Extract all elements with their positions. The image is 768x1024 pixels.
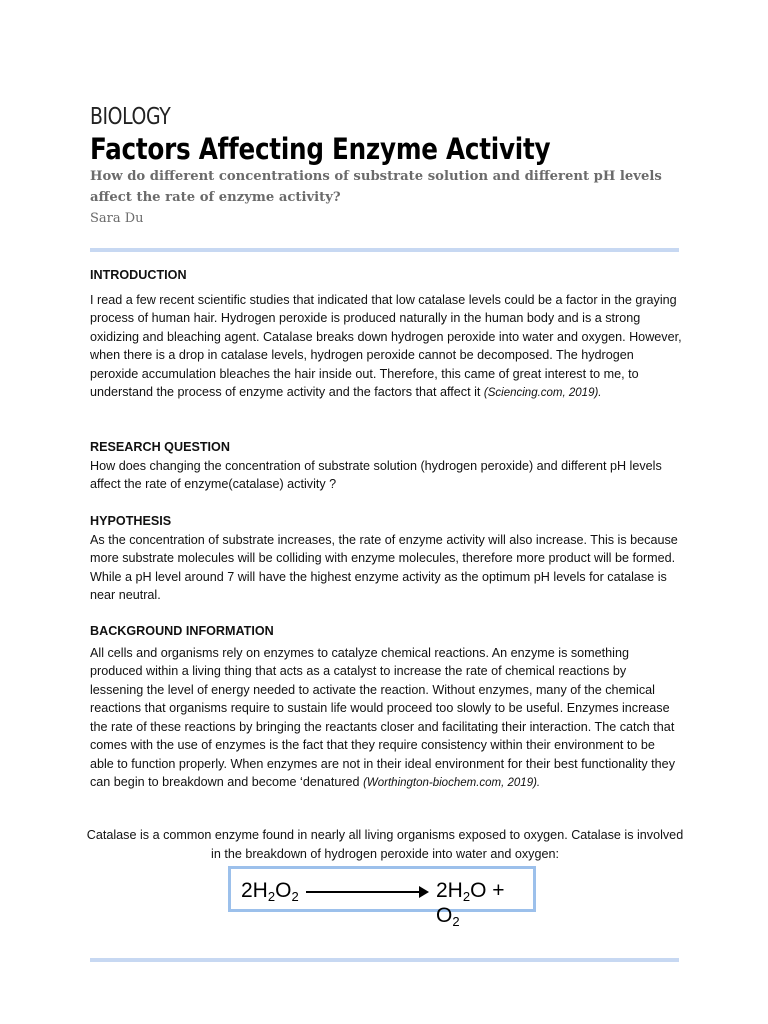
top-divider: [90, 248, 679, 252]
research-question-text: How does changing the concentration of substrate solution (hydrogen peroxide) and different pH levels affect the rate of enzyme(catalase) activity ?: [90, 458, 662, 491]
bottom-divider: [90, 958, 679, 962]
background-paragraph: [90, 644, 682, 793]
research-question-section: [90, 438, 682, 494]
reaction-arrowhead: [419, 886, 429, 898]
background-section: [90, 622, 682, 793]
document-title: Factors Affecting Enzyme Activity: [90, 132, 551, 166]
research-question-heading: RESEARCH QUESTION: [90, 440, 230, 454]
author-name: Sara Du: [90, 211, 144, 226]
hypothesis-text: As the concentration of substrate increases, the rate of enzyme activity will also increase. This is because more substrate molecules will be colliding with enzyme molecules, therefore more product will be formed. While a pH level around 7 will have the highest enzyme activity as the optimum pH levels for catalase is near neutral.: [90, 532, 678, 602]
subject-label: BIOLOGY: [90, 104, 171, 130]
hypothesis-section: [90, 512, 682, 605]
hypothesis-heading: HYPOTHESIS: [90, 514, 172, 528]
catalase-note: Catalase is a common enzyme found in nearly all living organisms exposed to oxygen. Catalase is involved in the breakdown of hydrogen peroxide into water and oxygen:: [86, 828, 684, 861]
introduction-paragraph: [90, 291, 682, 403]
introduction-heading: INTRODUCTION: [90, 268, 187, 282]
document-subtitle: How do different concentrations of substrate solution and different pH levels affect the rate of enzyme activity?: [90, 169, 662, 205]
equation-reactant: $2H_2O_2$: [241, 879, 299, 904]
background-heading: BACKGROUND INFORMATION: [90, 624, 274, 638]
introduction-text: I read a few recent scientific studies that indicated that low catalase levels could be a factor in the graying process of human hair. Hydrogen peroxide is produced naturally in the human body and is a strong oxidizing and bleaching agent. Catalase breaks down hydrogen peroxide into water and oxygen. However, when there is a drop in catalase levels, hydrogen peroxide cannot be decomposed. The hydrogen peroxide accumulation bleaches the hair inside out. Therefore, this came of great interest to me, to understand the process of enzyme activity and the factors that affect it: [90, 292, 682, 399]
introduction-citation: (Sciencing.com, 2019).: [483, 387, 602, 399]
equation-product: $2H_2O + O_2$: [436, 879, 505, 929]
introduction-section: [90, 266, 682, 403]
background-text: All cells and organisms rely on enzymes to catalyze chemical reactions. An enzyme is something produced within a living thing that acts as a catalyst to increase the rate of chemical reactions by lessening the level of energy needed to activate the reaction. Without enzymes, many of the chemical reactions that organisms require to sustain life would proceed too slowly to be useful. Enzymes increase the rate of these reactions by bringing the reactants closer and facilitating their interaction. The catch that comes with the use of enzymes is the fact that they require consistency within their environment to be able to function properly. When enzymes are not in their ideal environment for their best functionality they can begin to breakdown and become ‘denatured: [90, 645, 675, 789]
background-citation: (Worthington-biochem.com, 2019).: [363, 777, 541, 789]
equation-box: [228, 866, 536, 929]
reaction-arrow: [306, 891, 424, 893]
